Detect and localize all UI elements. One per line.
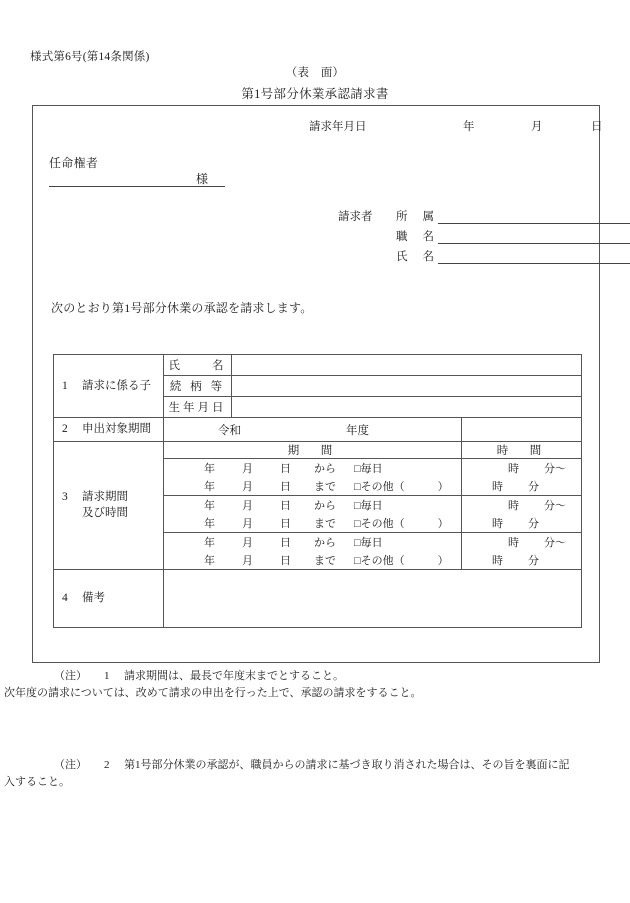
requester-affiliation-label-a: 所 — [396, 211, 408, 223]
requester-field-jobtitle — [396, 225, 630, 244]
period-2-from-year: 年 — [204, 499, 215, 512]
requester-jobtitle-input[interactable] — [438, 229, 630, 244]
footnote-2-mark: （注） — [54, 759, 87, 772]
table-row — [54, 441, 582, 458]
checkbox-other-3[interactable]: □その他（ ） — [354, 554, 449, 567]
requester-name-label-b: 名 — [422, 251, 434, 263]
time-2-from-minute: 分〜 — [544, 499, 566, 512]
period-1-to-line — [164, 477, 461, 495]
appointer-honorific: 様 — [196, 172, 209, 186]
period-3-from-line — [164, 533, 461, 551]
time-1-to-line — [462, 477, 581, 495]
footnote-2-number: 2 — [104, 759, 110, 772]
time-2-from-line — [462, 496, 581, 514]
form-outer-box — [32, 105, 603, 663]
table-row — [54, 418, 582, 442]
footnote-1-body — [0, 670, 630, 702]
footnote-1-mark: （注） — [54, 670, 87, 682]
request-date-year[interactable]: 年 — [463, 121, 475, 133]
row-label-target-period-text: 申出対象期間 — [82, 423, 151, 435]
input-remarks[interactable] — [164, 569, 582, 627]
requester-jobtitle-label — [396, 228, 438, 244]
request-statement: 次のとおり第1号部分休業の承認を請求します。 — [51, 301, 313, 315]
period-3-to-month: 月 — [242, 554, 253, 567]
row-label-child-text: 請求に係る子 — [82, 379, 151, 392]
checkbox-other-2[interactable]: □その他（ ） — [354, 517, 449, 530]
page-title: 第1号部分休業承認請求書 — [241, 87, 389, 101]
footnote-2 — [0, 757, 630, 808]
period-3-from-day: 日 — [280, 536, 291, 549]
requester-title: 請求者 — [338, 211, 373, 223]
period-1-to-month: 月 — [242, 480, 253, 493]
period-3-from-conj: から — [314, 536, 336, 549]
period-3-to-conj: まで — [314, 554, 336, 567]
period-3-to-year: 年 — [204, 554, 215, 567]
checkbox-daily-3[interactable]: □毎日 — [354, 536, 383, 549]
time-3-from-hour: 時 — [508, 536, 519, 549]
input-child-relation[interactable] — [232, 376, 582, 397]
requester-field-affiliation — [396, 205, 630, 224]
row-index-4: 4 — [62, 591, 68, 604]
period-1-from-day: 日 — [280, 462, 291, 475]
input-child-name[interactable] — [232, 355, 582, 376]
time-3-from-line — [462, 533, 581, 551]
period-2-from-day: 日 — [280, 499, 291, 512]
period-block-1[interactable] — [164, 458, 462, 495]
request-date-month[interactable]: 月 — [531, 121, 543, 133]
sub-label-child-relation: 続 柄 等 — [164, 376, 232, 397]
row-index-1: 1 — [62, 379, 68, 392]
period-2-to-line — [164, 514, 461, 532]
time-1-from-minute: 分〜 — [544, 462, 566, 475]
period-3-to-day: 日 — [280, 554, 291, 567]
time-1-from-line — [462, 459, 581, 477]
period-3-to-line — [164, 551, 461, 569]
time-3-to-line — [462, 551, 581, 569]
time-2-to-minute: 分 — [528, 517, 539, 530]
row-label-request-period-line1: 請求期間 — [82, 490, 128, 503]
period-2-to-year: 年 — [204, 517, 215, 530]
request-date-label: 請求年月日 — [309, 121, 367, 133]
appointer-label: 任命権者 — [49, 156, 99, 170]
side-label: （表 面） — [285, 67, 345, 79]
time-block-2[interactable] — [462, 495, 582, 532]
period-2-from-line — [164, 496, 461, 514]
checkbox-daily-2[interactable]: □毎日 — [354, 499, 383, 512]
footnote-2-line2: 入すること。 — [4, 776, 70, 789]
requester-name-label — [396, 248, 438, 264]
time-2-from-hour: 時 — [508, 499, 519, 512]
request-date-day[interactable]: 日 — [591, 121, 603, 133]
footnote-1-line1: 請求期間は、最長で年度末までとすること。 — [124, 670, 344, 682]
period-1-from-conj: から — [314, 462, 336, 475]
input-child-birthdate[interactable] — [232, 397, 582, 418]
time-2-to-line — [462, 514, 581, 532]
requester-jobtitle-label-a: 職 — [396, 231, 408, 243]
row-label-request-period-line2: 及び時間 — [82, 507, 128, 520]
requester-name-input[interactable] — [438, 249, 630, 264]
period-1-from-year: 年 — [204, 462, 215, 475]
period-2-from-conj: から — [314, 499, 336, 512]
period-2-to-day: 日 — [280, 517, 291, 530]
time-block-1[interactable] — [462, 458, 582, 495]
sub-label-child-name: 氏 名 — [164, 355, 232, 376]
footnote-2-line1: 第1号部分休業の承認が、職員からの請求に基づき取り消された場合は、その旨を裏面に記 — [124, 759, 570, 772]
requester-affiliation-label-b: 属 — [422, 211, 434, 223]
period-1-to-year: 年 — [204, 480, 215, 493]
period-block-2[interactable] — [164, 495, 462, 532]
table-row — [54, 355, 582, 376]
time-1-from-hour: 時 — [508, 462, 519, 475]
requester-affiliation-input[interactable] — [438, 209, 630, 224]
time-1-to-hour: 時 — [492, 480, 503, 493]
requester-affiliation-label — [396, 208, 438, 224]
footnotes — [0, 668, 630, 818]
period-block-3[interactable] — [164, 532, 462, 569]
requester-jobtitle-label-b: 名 — [422, 231, 434, 243]
row-index-2: 2 — [62, 423, 68, 435]
target-period-spare-cell[interactable] — [462, 418, 582, 442]
row-label-remarks-text: 備考 — [82, 591, 105, 604]
period-2-to-conj: まで — [314, 517, 336, 530]
time-3-from-minute: 分〜 — [544, 536, 566, 549]
era-label: 令和 — [218, 425, 241, 438]
table-row — [54, 569, 582, 627]
requester-name-label-a: 氏 — [396, 251, 408, 263]
sub-label-child-birthdate: 生年月日 — [164, 397, 232, 418]
checkbox-daily-1[interactable]: □毎日 — [354, 462, 383, 475]
period-1-from-line — [164, 459, 461, 477]
checkbox-other-1[interactable]: □その他（ ） — [354, 480, 449, 493]
footnote-2-body — [0, 759, 630, 791]
request-details-table — [53, 354, 582, 628]
input-target-period[interactable] — [164, 418, 462, 442]
period-3-from-month: 月 — [242, 536, 253, 549]
time-block-3[interactable] — [462, 532, 582, 569]
period-1-to-day: 日 — [280, 480, 291, 493]
request-date-line — [33, 118, 603, 136]
column-header-period: 期 間 — [164, 441, 462, 458]
fiscal-year-label: 年度 — [346, 425, 369, 438]
period-2-from-month: 月 — [242, 499, 253, 512]
requester-field-name — [396, 245, 630, 264]
period-1-to-conj: まで — [314, 480, 336, 493]
row-label-request-period — [54, 441, 164, 569]
row-label-remarks — [54, 569, 164, 627]
time-1-to-minute: 分 — [528, 480, 539, 493]
period-2-to-month: 月 — [242, 517, 253, 530]
row-label-target-period — [54, 418, 164, 442]
column-header-time: 時 間 — [462, 441, 582, 458]
row-label-child — [54, 355, 164, 418]
row-index-3: 3 — [62, 490, 68, 503]
time-3-to-minute: 分 — [528, 554, 539, 567]
time-3-to-hour: 時 — [492, 554, 503, 567]
time-2-to-hour: 時 — [492, 517, 503, 530]
period-1-from-month: 月 — [242, 462, 253, 475]
footnote-1-line2: 次年度の請求については、改めて請求の申出を行った上で、承認の請求をすること。 — [4, 687, 422, 700]
period-3-from-year: 年 — [204, 536, 215, 549]
form-code: 様式第6号(第14条関係) — [30, 51, 150, 63]
footnote-1 — [0, 668, 630, 719]
footnote-1-number: 1 — [104, 670, 110, 682]
